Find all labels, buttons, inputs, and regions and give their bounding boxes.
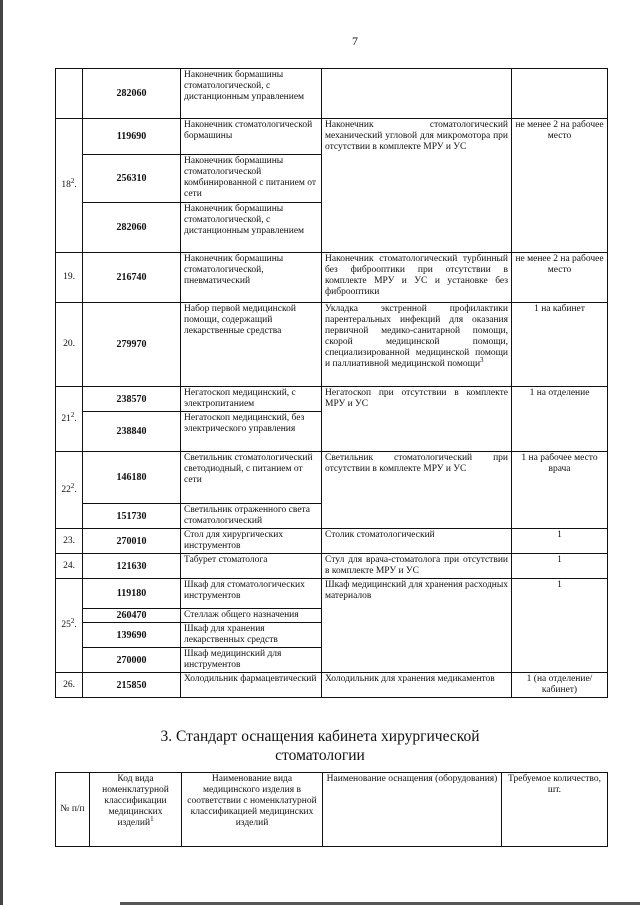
device-type-name: Шкаф для стоматологических инструментов xyxy=(181,579,322,609)
required-quantity: 1 xyxy=(512,529,608,554)
surgical-standard-table-header xyxy=(55,772,608,847)
equipment-table xyxy=(55,68,608,698)
nomenclature-code: 238570 xyxy=(83,387,181,412)
row-number-text: 26 xyxy=(63,679,73,690)
row-number-text: 20 xyxy=(63,339,73,349)
nomenclature-code: 270000 xyxy=(83,648,181,673)
required-quantity: не менее 2 на рабочее место xyxy=(512,253,608,303)
device-type-name: Шкаф медицинский для инструментов xyxy=(181,648,322,673)
row-number-footnote: 2 xyxy=(70,616,75,625)
header-name: Наименование вида медицинского изделия в соответствии с номенклатурной классификацией медицинских изделий xyxy=(182,773,323,847)
header-equipment: Наименование оснащения (оборудования) xyxy=(323,773,502,847)
equipment-name-text: Стул для врача-стоматолога при отсутствии в комплекте МРУ и УС xyxy=(325,555,508,576)
nomenclature-code: 121630 xyxy=(83,554,181,579)
equipment-name xyxy=(322,253,512,303)
equipment-name xyxy=(322,554,512,579)
table-row xyxy=(56,529,608,554)
nomenclature-code: 119180 xyxy=(83,579,181,609)
device-type-name: Наконечник стоматологической бормашины xyxy=(181,119,322,155)
section-title-line2: стоматологии xyxy=(275,747,365,764)
equipment-footnote: 3 xyxy=(480,355,484,364)
equipment-name xyxy=(322,69,512,119)
required-quantity: 1 (на отделение/ кабинет) xyxy=(512,673,608,698)
nomenclature-code: 146180 xyxy=(83,452,181,504)
equipment-name xyxy=(322,579,512,673)
equipment-name xyxy=(322,119,512,253)
row-number-text: 23 xyxy=(63,535,73,546)
device-type-name: Негатоскоп медицинский, с электропитанием xyxy=(181,387,322,412)
required-quantity: 1 на рабочее место врача xyxy=(512,452,608,529)
required-quantity: 1 xyxy=(512,554,608,579)
header-required: Требуемое количество, шт. xyxy=(502,773,608,847)
required-quantity xyxy=(512,69,608,119)
row-number: 26. xyxy=(56,673,83,698)
scan-edge-left xyxy=(0,0,3,905)
device-type-name: Негатоскоп медицинский, без электрического управления xyxy=(181,412,322,452)
equipment-name-text: Шкаф медицинский для хранения расходных материалов xyxy=(325,580,508,601)
row-number: 24. xyxy=(56,554,83,579)
row-number-text: 22 xyxy=(61,484,71,495)
row-number xyxy=(56,69,83,119)
device-type-name: Набор первой медицинской помощи, содержащий лекарственные средства xyxy=(181,303,322,387)
nomenclature-code: 282060 xyxy=(83,69,181,119)
equipment-name-text: Укладка экстренной профилактики парентеральных инфекций для оказания первичной медико-санитарной помощи, скорой медицинской помощи, специализированной медицинской помощи и паллиативной медицинской помощи xyxy=(325,304,508,369)
header-code xyxy=(90,773,182,847)
row-number: 20. xyxy=(56,303,83,387)
device-type-name: Стол для хирургических инструментов xyxy=(181,529,322,554)
required-quantity: 1 на кабинет xyxy=(512,303,608,387)
equipment-name-text: Негатоскоп при отсутствии в комплекте МРУ и УС xyxy=(325,388,508,409)
required-quantity: 1 на отделение xyxy=(512,387,608,452)
row-number-text: 24 xyxy=(63,560,73,571)
table-row xyxy=(56,452,608,504)
device-type-name: Шкаф для хранения лекарственных средств xyxy=(181,623,322,648)
nomenclature-code: 270010 xyxy=(83,529,181,554)
equipment-name xyxy=(322,452,512,529)
nomenclature-code: 216740 xyxy=(83,253,181,303)
table-row xyxy=(56,119,608,155)
table-row xyxy=(56,253,608,303)
table-row xyxy=(56,673,608,698)
equipment-name xyxy=(322,673,512,698)
row-number: $22^2$. xyxy=(56,452,83,529)
required-quantity: не менее 2 на рабочее место xyxy=(512,119,608,253)
row-number: $18^2$. xyxy=(56,119,83,253)
equipment-name-text: Наконечник стоматологический турбинный без фиброоптики при отсутствии в комплекте МРУ и УС и установке без фиброоптики xyxy=(325,254,508,297)
table-row xyxy=(56,554,608,579)
nomenclature-code: 119690 xyxy=(83,119,181,155)
required-quantity: 1 xyxy=(512,579,608,673)
nomenclature-code: 279970 xyxy=(83,303,181,387)
row-number: 23. xyxy=(56,529,83,554)
device-type-name: Светильник отраженного света стоматологический xyxy=(181,504,322,529)
row-number-text: 18 xyxy=(61,180,71,190)
device-type-name: Наконечник бормашины стоматологической, с дистанционным управлением xyxy=(181,69,322,119)
equipment-name xyxy=(322,529,512,554)
row-number: $21^2$. xyxy=(56,387,83,452)
equipment-name xyxy=(322,303,512,387)
section-title-line1: 3. Стандарт оснащения кабинета хирургической xyxy=(160,728,480,745)
page-number: 7 xyxy=(352,34,358,48)
row-number-text: 19 xyxy=(63,272,73,282)
row-number: 19. xyxy=(56,253,83,303)
device-type-name: Наконечник бормашины стоматологической комбинированной с питанием от сети xyxy=(181,155,322,203)
nomenclature-code: 256310 xyxy=(83,155,181,203)
equipment-name-text: Столик стоматологический xyxy=(325,530,435,540)
nomenclature-code: 151730 xyxy=(83,504,181,529)
row-number-text: 21 xyxy=(61,413,71,424)
table-row xyxy=(56,387,608,412)
table-row xyxy=(56,579,608,609)
table-row xyxy=(56,303,608,387)
row-number-text: 25 xyxy=(61,620,71,630)
nomenclature-code: 260470 xyxy=(83,609,181,623)
equipment-name-text: Наконечник стоматологический механический угловой для микромотора при отсутствии в комплекте МРУ и УС xyxy=(325,120,508,152)
section-title xyxy=(0,727,640,765)
device-type-name: Табурет стоматолога xyxy=(181,554,322,579)
device-type-name: Наконечник бормашины стоматологической, пневматический xyxy=(181,253,322,303)
equipment-name-text: Холодильник для хранения медикаментов xyxy=(325,674,495,684)
row-number: $25^2$. xyxy=(56,579,83,673)
equipment-name xyxy=(322,387,512,452)
table-row xyxy=(56,69,608,119)
nomenclature-code: 282060 xyxy=(83,203,181,253)
row-number-footnote: 2 xyxy=(70,481,75,490)
device-type-name: Наконечник бормашины стоматологической, с дистанционным управлением xyxy=(181,203,322,253)
nomenclature-code: 139690 xyxy=(83,623,181,648)
row-number-footnote: 2 xyxy=(70,176,75,185)
equipment-name-text: Светильник стоматологический при отсутствии в комплекте МРУ и УС xyxy=(325,453,508,474)
device-type-name: Светильник стоматологический светодиодный, с питанием от сети xyxy=(181,452,322,504)
header-code-footnote: 1 xyxy=(150,814,154,823)
row-number-footnote: 2 xyxy=(70,410,75,419)
header-code-text: Код вида номенклатурной классификации медицинских изделий xyxy=(102,774,169,828)
device-type-name: Холодильник фармацевтический xyxy=(181,673,322,698)
nomenclature-code: 215850 xyxy=(83,673,181,698)
device-type-name: Стеллаж общего назначения xyxy=(181,609,322,623)
header-num: № п/п xyxy=(56,773,90,847)
nomenclature-code: 238840 xyxy=(83,412,181,452)
